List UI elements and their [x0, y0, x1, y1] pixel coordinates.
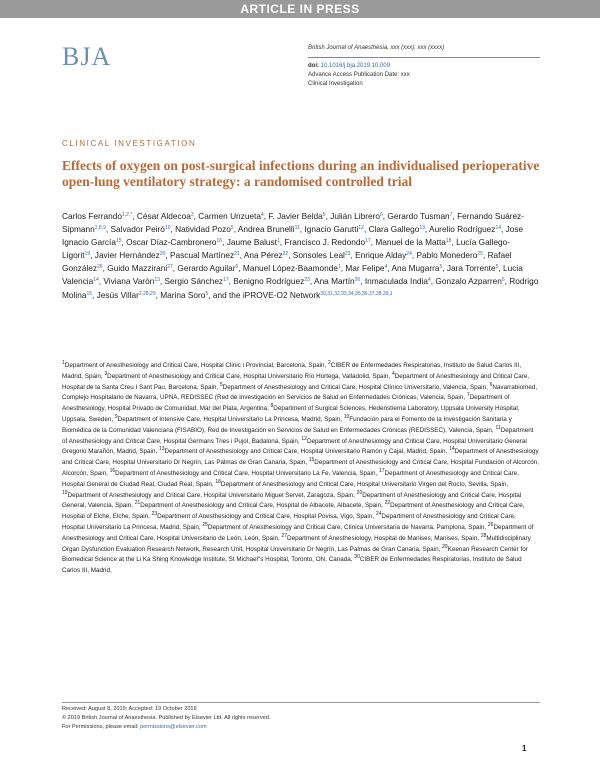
affiliation-number: 19: [62, 489, 68, 496]
author-entry: [198, 211, 264, 221]
author-name: Salvador Peiró: [110, 224, 165, 235]
author-affiliation-ref[interactable]: 23: [304, 277, 310, 284]
author-name: Rodrigo Molina: [62, 276, 539, 300]
affiliation-text: Multidisciplinary Organ Dysfunction Evaluation Research Network, Research Unit, Hospital Universitario Dr Negrín, Las Palmas de Gran Canaria, Spain,: [62, 534, 531, 553]
affiliation-entry: [152, 513, 374, 520]
article-footer: [62, 705, 540, 731]
author-name: Aurelio Rodríguez: [429, 224, 496, 235]
author-name: Ana Martín: [314, 276, 355, 287]
author-name: Jose Ignacio García: [62, 224, 524, 248]
author-affiliation-ref[interactable]: 10: [164, 225, 171, 232]
author-name: Oscar Díaz-Cambronero: [126, 237, 217, 248]
affiliation-number: 20: [356, 489, 363, 496]
author-affiliation-ref[interactable]: 24: [406, 251, 412, 258]
author-entry: [165, 276, 229, 286]
footer-divider: [62, 702, 540, 703]
author-name: Jara Torrente: [446, 263, 496, 274]
author-affiliation-ref[interactable]: 22: [282, 251, 289, 258]
affiliation-number: 4: [391, 370, 395, 377]
author-entry: [435, 276, 504, 286]
affiliation-entry: [135, 502, 383, 509]
affiliation-text: Department of Surgical Sciences, Hedenstierna Laboratory, Uppsala University Hospital, Uppsala, Sweden,: [62, 405, 520, 423]
author-list: Carlos Ferrando$^{1,2,*}$, César Aldecoa$^3$, Carmen Unzueta$^4$, F. Javier Belda$^5$, Julián Librero$^6$, Gerardo Tusman$^7$, Fernando Suárez-Sipmann$^{2,8,9}$, Salvador Peiró$^{10}$, Natividad Pozo$^5$, Andrea Brunelli$^{11}$, Ignacio Garutti$^{12}$, Clara Gallego$^{13}$, Aurelio Rodríguez$^{14}$, Jose Ignacio García$^{15}$, Oscar Díaz-Cambronero$^{16}$, Jaume Balust$^1$, Francisco J. Redondo$^{17}$, Manuel de la Matta$^{18}$, Lucía Gallego-Ligorit$^{19}$, Javier Hernández$^{20}$, Pascual Martínez$^{21}$, Ana Pérez$^{22}$, Sonsoles Leal$^{23}$, Enrique Alday$^{24}$, Pablo Monedero$^{25}$, Rafael González$^{26}$, Guido Mazzirani$^{27}$, Gerardo Aguilar$^5$, Manuel López-Baamonde$^1$, Mar Felipe$^4$, Ana Mugarra$^5$, Jara Torrente$^5$, Lucia Valencia$^{14}$, Viviana Varón$^{13}$, Sergio Sánchez$^{17}$, Benigno Rodríguez$^{23}$, Ana Martín$^{26}$, Inmaculada India$^4$, Gonzalo Azparren$^6$, Rodrigo Molina$^{15}$, Jesús Villar$^{2,28,29}$, Marina Soro$^5$, and the iPROVE-O2 Network$^{30,31,32,33,34,35,36,37,38,39,1}$: [62, 211, 539, 300]
author-entry: [355, 250, 412, 260]
author-name: Jaume Balust: [226, 237, 277, 248]
author-affiliation-ref[interactable]: 17: [365, 238, 371, 245]
author-name: F. Javier Belda: [268, 211, 323, 221]
author-affiliation-ref[interactable]: 18: [445, 238, 452, 245]
affiliation-text: Department of Anesthesiology and Critical Care, Hospital General, Valencia, Spain,: [62, 491, 522, 510]
author-affiliation-ref[interactable]: 4: [384, 264, 388, 271]
received-dates: Received: August 8, 2019; Accepted: 19 October 2019: [62, 706, 197, 712]
affiliation-number: 25: [202, 521, 208, 528]
affiliation-number: 24: [375, 511, 382, 518]
author-group-name: and the iPROVE-O2 Network: [212, 289, 321, 300]
affiliation-number: 2: [327, 360, 331, 366]
author-group: [213, 290, 393, 300]
affiliation-entry: [215, 478, 509, 488]
author-entry: [233, 276, 310, 286]
author-entry: [160, 290, 208, 300]
author-name: Andrea Brunelli: [237, 224, 295, 235]
author-entry: [392, 263, 443, 273]
author-affiliation-ref[interactable]: 5: [495, 264, 499, 271]
affiliation-text: Department of Anesthesiology and Critical Care, Hospital Universitario Río Hortega, Valladolid, Spain,: [107, 372, 391, 380]
author-affiliation-ref[interactable]: 5: [439, 264, 443, 271]
affiliation-text: Department of Anesthesiology and Critical Care, Hospital Universitario Virgen del Rocío, Sevilla, Spain,: [220, 480, 509, 488]
author-name: Francisco J. Redondo: [284, 237, 366, 248]
author-entry: [387, 211, 452, 221]
author-affiliation-ref[interactable]: 20: [159, 251, 166, 258]
author-affiliation-ref[interactable]: 5: [235, 264, 239, 271]
journal-logo: BJA: [62, 42, 112, 71]
affiliation-number: 30: [354, 554, 360, 561]
affiliation-text: Department of Anesthesiology and Critical Care, Hospital Universitario La Princesa, Madrid, Spain,: [62, 513, 516, 531]
affiliation-text: Keenan Research Center for Biomedical Science at the Li Ka Shing Knowledge Institute, St Michael"s Hospital, Toronto, ON, Canada,: [62, 545, 528, 564]
author-affiliation-ref[interactable]: 12: [358, 225, 364, 232]
author-affiliation-ref[interactable]: 2,8,9: [94, 225, 106, 232]
author-name: Manuel de la Matta: [375, 237, 446, 248]
author-affiliation-ref[interactable]: 26: [354, 277, 361, 284]
author-entry: [284, 237, 370, 247]
author-entry: [175, 224, 234, 234]
author-name: César Aldecoa: [136, 211, 191, 221]
author-name: Benigno Rodríguez: [233, 276, 305, 287]
author-affiliation-ref[interactable]: 11: [294, 225, 300, 232]
author-entry: [330, 211, 383, 221]
author-affiliation-ref[interactable]: 5: [230, 225, 234, 232]
affiliation-number: 1: [62, 360, 65, 366]
author-entry: [416, 250, 482, 260]
affiliation-text: Department of Anesthesiology and Critical Care, Hospital Universitario Miguel Servet, Zaragoza, Spain,: [67, 491, 355, 499]
affiliation-entry: [104, 370, 391, 380]
affiliation-number: 17: [378, 467, 385, 474]
author-entry: [244, 250, 288, 260]
author-entry: [238, 224, 300, 234]
author-name: Sonsoles Leal: [292, 250, 345, 261]
affiliation-text: CIBER de Enfermedades Respiratorias, Instituto de Salud Carlos III, Madrid, Spain,: [62, 362, 522, 380]
affiliation-entry: [62, 362, 326, 369]
author-affiliation-ref[interactable]: 5: [322, 212, 326, 218]
author-affiliation-ref[interactable]: 1: [277, 238, 280, 245]
affiliation-entry: [219, 381, 488, 391]
affiliation-number: 3: [104, 370, 108, 377]
affiliation-number: 16: [109, 467, 116, 474]
journal-divider: [308, 57, 540, 58]
affiliation-number: 6: [489, 381, 493, 388]
affiliation-text: Department of Anesthesiology and Critical Care, Hospital Universitario de León, León, Spain,: [62, 523, 534, 542]
affiliation-text: Department of Anesthesiology and Critical Care, Hospital Universitario Dr Negrín, Las Palmas de Gran Canaria, Spain,: [62, 448, 539, 467]
author-affiliation-ref[interactable]: 25: [477, 251, 483, 258]
author-name: Javier Hernández: [94, 250, 160, 261]
permissions-line: [62, 723, 540, 732]
author-affiliation-ref[interactable]: 6: [380, 212, 383, 218]
author-affiliation-ref[interactable]: 15: [86, 290, 93, 297]
author-name: Ana Pérez: [243, 250, 283, 261]
author-affiliation-ref[interactable]: 4: [428, 277, 431, 284]
affiliation-text: Department of Anesthesiology and Critical Care, Hospital of Elche, Elche, Spain,: [62, 502, 525, 521]
affiliation-text: CIBER de Enfermedades Respiratorias, Instituto de Salud Carlos III, Madrid,: [62, 556, 522, 575]
article-category: Clinical Investigation: [308, 81, 363, 87]
author-entry: [293, 250, 351, 260]
author-affiliation-ref[interactable]: 15: [115, 238, 122, 245]
section-label: CLINICAL INVESTIGATION: [62, 139, 197, 148]
author-name: Julián Librero: [330, 211, 381, 221]
affiliation-entry: [62, 489, 355, 499]
affiliation-number: 7: [466, 392, 470, 399]
affiliation-number: 9: [114, 413, 118, 420]
affiliation-text: Department of Intensive Care, Hospital Universitario La Princesa, Madrid, Spain,: [117, 415, 342, 423]
author-affiliation-ref[interactable]: 2,28,29: [138, 290, 156, 297]
author-entry: [345, 263, 387, 273]
author-affiliation-ref[interactable]: 7: [449, 212, 453, 218]
affiliation-entry: [281, 532, 480, 542]
affiliation-number: 28: [480, 532, 487, 539]
author-name: Sergio Sánchez: [164, 276, 224, 287]
author-affiliation-ref[interactable]: 21: [234, 251, 240, 258]
author-entry: [268, 211, 325, 221]
affiliation-number: 22: [384, 500, 391, 507]
affiliation-number: 27: [281, 532, 288, 539]
affiliation-text: Department of Anesthesiology and Critical Care, Clínica Universitaria de Navarra, Pamplona, Spain,: [207, 523, 487, 531]
affiliation-number: 18: [215, 478, 221, 485]
affiliation-text: Department of Anesthesiology, Hospital Privado de Comunidad, Mar del Plata, Argentina,: [62, 394, 510, 413]
affiliation-number: 10: [343, 413, 350, 420]
author-name: Gonzalo Azparren: [435, 276, 502, 287]
affiliation-text: Department of Anesthesiology and Critical Care, Hospital de Albacete, Albacete, Spain,: [140, 502, 383, 510]
author-name: Enrique Alday: [355, 250, 407, 261]
affiliation-entry: [202, 521, 487, 531]
affiliation-text: Department of Anesthesiology, Hospital de Manises, Manises, Spain,: [287, 534, 480, 542]
author-name: Ana Mugarra: [391, 263, 440, 274]
affiliation-text: Department of Anesthesiology and Critical Care, Hospital Clínico Universitario, Valencia, Spain,: [222, 383, 488, 391]
affiliation-text: Department of Anesthesiology and Critical Care, Hospital Germans Tries i Pujol, Badalona, Spain,: [62, 426, 534, 445]
affiliation-text: Department of Anesthesiology and Critical Care, Hospital Universitario La Fe, Valencia, Spain,: [115, 469, 378, 477]
author-entry: [447, 263, 499, 273]
page-number: 1: [522, 744, 527, 753]
author-name: Inmaculada India: [364, 276, 429, 287]
author-name: Carmen Unzueta: [198, 211, 261, 221]
article-in-press-banner: ARTICLE IN PRESS: [0, 0, 600, 18]
publication-date: Advance Access Publication Date: xxx: [308, 72, 410, 78]
author-affiliation-ref[interactable]: 4: [260, 212, 264, 218]
author-entry: [137, 211, 194, 221]
affiliation-entry: [159, 448, 447, 455]
author-affiliation-ref[interactable]: 17: [223, 277, 229, 284]
affiliation-number: 8: [270, 403, 274, 410]
author-name: Viviana Varón: [103, 276, 155, 287]
author-name: Ignacio Garutti: [304, 224, 359, 235]
author-entry: [95, 250, 166, 260]
author-name: Gerardo Aguilar: [177, 263, 236, 274]
author-name: Fernando Suárez-Sipmann: [62, 211, 524, 235]
author-entry: [243, 263, 341, 273]
author-entry: [304, 224, 364, 234]
author-affiliation-ref[interactable]: 14: [93, 277, 99, 284]
author-entry: [227, 237, 280, 247]
author-entry: [429, 224, 501, 234]
author-name: Mar Felipe: [345, 263, 385, 274]
affiliation-number: 23: [151, 511, 158, 518]
copyright-notice: © 2019 British Journal of Anaesthesia. Published by Elsevier Ltd. All rights reserved.: [62, 714, 271, 721]
permissions-label: For Permissions, please email:: [62, 723, 139, 730]
author-name: Lucía Gallego-Ligorit: [62, 237, 511, 261]
author-affiliation-ref[interactable]: 13: [154, 277, 160, 284]
affiliation-text: Department of Anesthesiology and Critical Care, Hospital Clinic i Provincial, Barcelona, Spain,: [64, 362, 327, 369]
affiliation-text: Navarrabiomed, Complejo Hospitalario de Navarra, UPNA, REDISSEC (Red de Investigación en Servicios de Salud en Enfermedades Crónicas, Valencia, Spain,: [62, 383, 538, 402]
affiliation-text: Department of Anesthesiology and Critical Care, Hospital de la Santa Creu I Sant Pau, Barcelona, Spain,: [62, 372, 530, 391]
author-name: Manuel López-Baamonde: [242, 263, 338, 274]
author-affiliation-ref[interactable]: 19: [84, 251, 91, 258]
affiliation-number: 26: [487, 521, 494, 528]
affiliation-text: Department of Anesthesiology and Critical Care, Hospital Povisa, Vigo, Spain,: [157, 513, 375, 521]
affiliation-number: 5: [219, 381, 223, 388]
journal-info-block: [308, 44, 548, 89]
author-entry: [314, 276, 360, 286]
author-entry: [126, 237, 222, 247]
affiliation-entry: [114, 413, 342, 423]
author-name: Guido Mazzirani: [107, 263, 168, 274]
author-entry: [177, 263, 238, 273]
affiliation-text: Department of Anesthesiology and Critical Care, Hospital Fundación of Alcorcón, Alcorcón, Spain,: [62, 459, 540, 477]
author-affiliation-ref[interactable]: 16: [216, 238, 223, 245]
affiliation-number: 13: [158, 446, 165, 453]
author-affiliation-ref[interactable]: 1,2,*: [121, 212, 133, 218]
author-entry: [369, 224, 425, 234]
affiliation-number: 29: [442, 543, 448, 550]
author-name: Pablo Monedero: [416, 250, 478, 261]
affiliations-list: [62, 361, 540, 577]
author-entry: [375, 237, 451, 247]
author-affiliation-ref[interactable]: 5: [205, 290, 209, 297]
author-name: Rafael González: [62, 250, 512, 274]
author-entry: [365, 276, 431, 286]
author-name: Carlos Ferrando: [62, 211, 122, 221]
affiliation-number: 14: [449, 446, 455, 453]
author-name: Pascual Martínez: [170, 250, 235, 261]
affiliation-number: 12: [301, 435, 307, 442]
article-title: Effects of oxygen on post-surgical infections during an individualised perioperative open-lung ventilatory strategy: a randomised controlled trial: [62, 158, 540, 189]
author-entry: [107, 263, 173, 273]
author-name: Clara Gallego: [368, 224, 420, 235]
journal-citation: British Journal of Anaesthesia, xxx (xxx): xxx (xxxx): [308, 45, 445, 51]
author-affiliation-ref[interactable]: 14: [495, 225, 502, 232]
doi-label: doi:: [308, 63, 319, 69]
author-name: Natividad Pozo: [175, 224, 231, 235]
affiliation-text: Department of Anesthesiology and Critical Care, Hospital Universitario Ramón y Cajal, Madrid, Spain,: [164, 448, 448, 456]
author-affiliation-ref[interactable]: 1: [337, 264, 341, 271]
doi-line: [308, 62, 548, 71]
author-affiliation-ref[interactable]: 3: [190, 212, 194, 218]
author-entry: [111, 224, 171, 234]
author-affiliation-ref[interactable]: 13: [419, 225, 425, 232]
author-entry: [103, 276, 159, 286]
permissions-email[interactable]: permissions@elsevier.com: [140, 723, 207, 730]
author-name: Lucia Valencia: [62, 263, 523, 287]
affiliation-entry: [109, 467, 378, 477]
author-entry: [62, 211, 132, 221]
author-name: Jesús Villar: [96, 289, 139, 300]
author-entry: [97, 290, 156, 300]
affiliation-number: 15: [308, 457, 315, 464]
affiliation-text: Department of Anesthesiology and Critical Care, Hospital General de Ciudad Real, Ciudad Real, Spain,: [62, 469, 519, 488]
author-group-refs[interactable]: 30,31,32,33,34,35,36,37,38,39,1: [320, 290, 393, 297]
affiliation-number: 21: [134, 500, 141, 507]
author-affiliation-ref[interactable]: 26: [97, 264, 103, 271]
doi-link[interactable]: 10.1016/j.bja.2019.10.009: [320, 63, 391, 69]
author-affiliation-ref[interactable]: 27: [167, 264, 173, 271]
author-name: Marina Soro: [160, 289, 206, 300]
author-affiliation-ref[interactable]: 23: [344, 251, 351, 258]
author-name: Gerardo Tusman: [387, 211, 450, 221]
author-affiliation-ref[interactable]: 6: [501, 277, 505, 284]
author-entry: [170, 250, 240, 260]
affiliation-number: 11: [495, 424, 501, 431]
affiliation-text: Fundación para el Fomento de la Investigación Sanitaria y Biomédica de la Comunidad Valenciana (FISABIO), Red de Investigación en Servicios de Salud en Enfermedades Crónicas (REDISSEC), Valencia, Spain,: [62, 415, 512, 434]
affiliation-text: Department of Anesthesiology and Critical Care, Hospital Universitario General Gregorio Marañón, Madrid, Spain,: [62, 437, 527, 456]
